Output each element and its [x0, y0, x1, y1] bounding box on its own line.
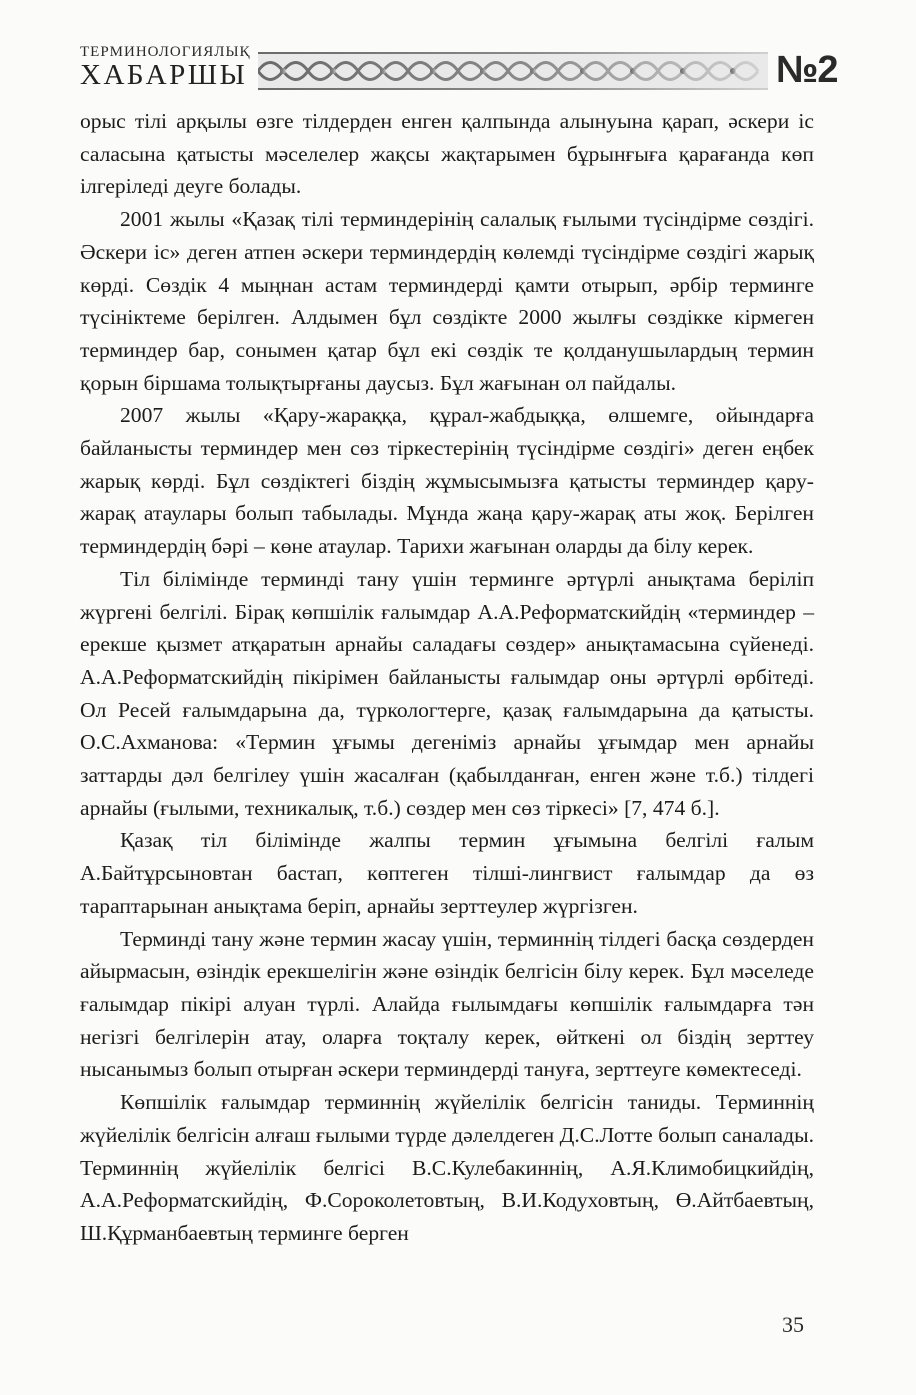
journal-name-line1: ТЕРМИНОЛОГИЯЛЫҚ	[80, 44, 251, 60]
paragraph-4: Тіл білімінде терминді тану үшін терминге әртүрлі анықтама беріліп жүргені белгілі. Бірақ көпшілік ғалымдар А.А.Реформатскийдің «терминдер – ерекше қызмет атқаратын арнайы саладағы сөздер» анықтамасына сүйенеді. А.А.Реформатскийдің пікірімен байланысты ғалымдар оны әртүрлі өрбітеді. Ол Ресей ғалымдарына да, түркологтерге, қазақ ғалымдарына да қатысты. О.С.Ахманова: «Термин ұғымы дегеніміз арнайы ұғымдар мен арнайы заттарды дәл белгілеу үшін жасалған (қабылданған, енген және т.б.) тілдегі арнайы (ғылыми, техникалық, т.б.) сөздер мен сөз тіркесі» [7, 474 б.].	[80, 566, 814, 820]
paragraph-1: орыс тілі арқылы өзге тілдерден енген қалпында алынуына қарап, әскери іс саласына қатысты мәселелер жақсы жақтарымен бұрынғыға қарағанда көп ілгеріледі деуге болады.	[80, 109, 814, 199]
page-number: 35	[782, 1312, 804, 1337]
paragraph-6: Терминді тану және термин жасау үшін, терминнің тілдегі басқа сөздерден айырмасын, өзіндік ерекшелігін және өзіндік белгісін білу керек. Бұл мәселеде ғалымдар пікірі алуан түрлі. Алайда ғылымдағы көпшілік ғалымдарға тән негізгі белгілерін атау, оларға тоқталу керек, өйткені ол біздің зерттеу нысанымыз болып отырған әскери терминдерді тануға, зерттеуге көмектеседі.	[80, 926, 814, 1082]
body-text	[80, 105, 814, 1250]
issue-number: №2	[776, 49, 838, 91]
paragraph-7: Көпшілік ғалымдар терминнің жүйелілік белгісін таниды. Терминнің жүйелілік белгісін алғаш ғылыми түрде дәлелдеген Д.С.Лотте болып саналады. Терминнің жүйелілік белгісі В.С.Кулебакиннің, А.Я.Климобицкийдің, А.А.Реформатскийдің, Ф.Сороколетовтың, В.И.Кодуховтың, Ө.Айтбаевтың, Ш.Құрманбаевтың терминге берген	[80, 1090, 814, 1245]
journal-name-line2: ХАБАРШЫ	[80, 59, 248, 91]
running-header	[80, 44, 840, 102]
paragraph-5: Қазақ тіл білімінде жалпы термин ұғымына белгілі ғалым А.Байтұрсыновтан бастап, көптеген тілші-лингвист ғалымдар да өз тараптарынан анықтама беріп, арнайы зерттеулер жүргізген.	[80, 828, 814, 918]
paragraph-3: 2007 жылы «Қару-жараққа, құрал-жабдыққа, өлшемге, ойындарға байланысты терминдер мен сөз тіркестерінің түсіндірме сөздігі» деген еңбек жарық көрді. Бұл сөздіктегі біздің жұмысымызға қатысты терминдер қару-жарақ атаулары болып табылады. Мұнда жаңа қару-жарақ аты жоқ. Берілген терминдердің бәрі – көне атаулар. Тарихи жағынан оларды да білу керек.	[80, 403, 814, 559]
paragraph-2: 2001 жылы «Қазақ тілі терминдерінің салалық ғылыми түсіндірме сөздігі. Әскери іс» деген атпен әскери терминдердің көлемді түсіндірме сөздігі жарық көрді. Сөздік 4 мыңнан астам терминдерді қамти отырып, әрбір терминге түсініктеме берілген. Алдымен бұл сөздікте 2000 жылғы сөздікке кірмеген терминдер бар, сонымен қатар бұл екі сөздік те қолданушылардың термин қорын біршама толықтырғаны даусыз. Бұл жағынан ол пайдалы.	[80, 207, 814, 395]
journal-name	[80, 44, 251, 90]
ornament-band-icon	[258, 50, 768, 92]
